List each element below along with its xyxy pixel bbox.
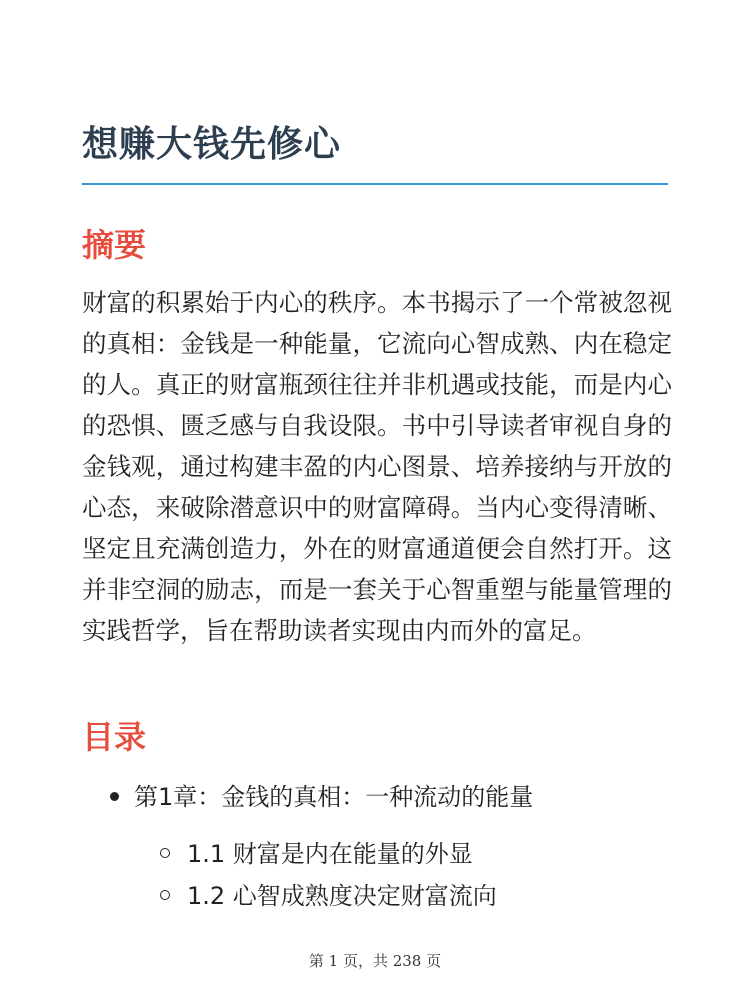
toc-item-section-1-2[interactable] [160,880,497,912]
document-title: 想赚大钱先修心 [82,124,342,165]
bullet-disc-icon [110,792,119,801]
bullet-circle-icon [160,848,170,858]
toc-item-chapter-1[interactable] [110,781,533,813]
summary-paragraph: 财富的积累始于内心的秩序。本书揭示了一个常被忽视的真相：金钱是一种能量，它流向心智成熟、内在稳定的人。真正的财富瓶颈往往并非机遇或技能，而是内心的恐惧、匮乏感与自我设限。书中引导读者审视自身的金钱观，通过构建丰盈的内心图景、培养接纳与开放的心态，来破除潜意识中的财富障碍。当内心变得清晰、坚定且充满创造力，外在的财富通道便会自然打开。这并非空洞的励志，而是一套关于心智重塑与能量管理的实践哲学，旨在帮助读者实现由内而外的富足。 [82,288,672,645]
summary-heading: 摘要 [82,226,147,264]
toc-heading: 目录 [82,718,147,756]
page-footer: 第 1 页，共 238 页 [308,952,442,970]
bullet-circle-icon [160,890,170,900]
toc-item-label: 1.2 心智成熟度决定财富流向 [187,882,497,910]
toc-item-section-1-1[interactable] [160,838,473,870]
toc-item-label: 1.1 财富是内在能量的外显 [187,840,473,868]
toc-item-label: 第1章：金钱的真相：一种流动的能量 [134,783,534,811]
